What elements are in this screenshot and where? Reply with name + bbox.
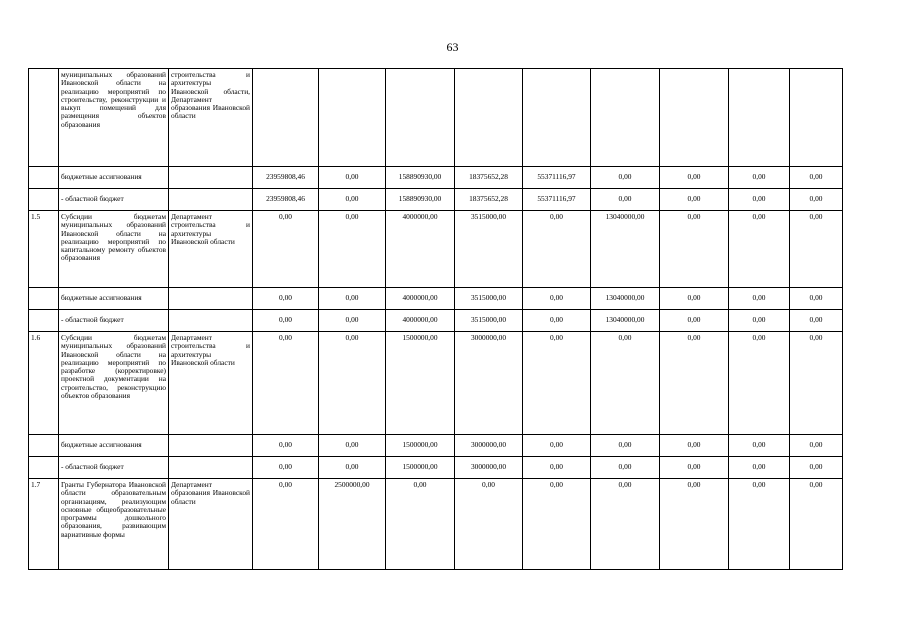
row-value: 0,00: [660, 479, 729, 570]
row-value: 0,00: [790, 189, 843, 211]
row-value: 18375652,28: [455, 189, 523, 211]
table-row: [29, 167, 843, 189]
row-value: 0,00: [790, 435, 843, 457]
row-id: [29, 435, 59, 457]
row-value: [523, 69, 591, 167]
row-executor: [169, 167, 253, 189]
row-value: 3515000,00: [455, 310, 523, 332]
row-id: [29, 310, 59, 332]
row-value: [591, 69, 660, 167]
row-value: 0,00: [319, 167, 386, 189]
row-value: [790, 69, 843, 167]
row-value: 0,00: [729, 167, 790, 189]
row-executor: [169, 457, 253, 479]
table-row: [29, 288, 843, 310]
table-body: [29, 69, 843, 570]
row-value: 0,00: [523, 310, 591, 332]
row-value: 158890930,00: [386, 189, 455, 211]
row-value: 2500000,00: [319, 479, 386, 570]
row-value: 0,00: [319, 211, 386, 288]
row-value: 0,00: [790, 288, 843, 310]
row-value: 0,00: [319, 189, 386, 211]
row-executor: [169, 310, 253, 332]
row-value: 0,00: [523, 457, 591, 479]
row-value: [386, 69, 455, 167]
row-value: 3000000,00: [455, 457, 523, 479]
row-name: - областной бюджет: [59, 189, 169, 211]
row-value: 0,00: [729, 211, 790, 288]
row-id: 1.5: [29, 211, 59, 288]
row-value: 23959808,46: [253, 167, 319, 189]
row-executor: Департамент строительства и архитектуры Ивановской области: [169, 332, 253, 435]
row-id: [29, 69, 59, 167]
row-name: Субсидии бюджетам муниципальных образований Ивановской области на реализацию мероприятий по разработке (корректировке) проектной документации на строительство, реконструкцию объектов образования: [59, 332, 169, 435]
row-value: 1500000,00: [386, 457, 455, 479]
row-value: 18375652,28: [455, 167, 523, 189]
row-value: 0,00: [523, 288, 591, 310]
row-value: 0,00: [523, 435, 591, 457]
row-executor: [169, 288, 253, 310]
row-value: 0,00: [729, 332, 790, 435]
row-executor: строительства и архитектуры Ивановской области, Департамент образования Ивановской области: [169, 69, 253, 167]
row-value: 0,00: [319, 288, 386, 310]
row-value: 55371116,97: [523, 167, 591, 189]
row-value: 13040000,00: [591, 310, 660, 332]
row-executor: Департамент образования Ивановской области: [169, 479, 253, 570]
row-name: бюджетные ассигнования: [59, 435, 169, 457]
table-row: [29, 332, 843, 435]
table-row: [29, 189, 843, 211]
row-value: 0,00: [729, 435, 790, 457]
row-value: 0,00: [660, 310, 729, 332]
row-value: 0,00: [253, 310, 319, 332]
row-value: 0,00: [729, 479, 790, 570]
row-name: муниципальных образований Ивановской области на реализацию мероприятий по строительству, реконструкции и выкуп помещений для размещения объектов образования: [59, 69, 169, 167]
row-value: 55371116,97: [523, 189, 591, 211]
row-value: 0,00: [591, 435, 660, 457]
row-value: 0,00: [523, 211, 591, 288]
row-value: 0,00: [319, 332, 386, 435]
row-value: 0,00: [591, 332, 660, 435]
table-row: [29, 435, 843, 457]
row-value: 4000000,00: [386, 310, 455, 332]
row-value: 0,00: [591, 479, 660, 570]
budget-table: [28, 68, 843, 570]
row-value: 23959808,46: [253, 189, 319, 211]
row-value: 0,00: [591, 457, 660, 479]
table-row: [29, 69, 843, 167]
row-name: Гранты Губернатора Ивановской области образовательным организациям, реализующим основные общеобразовательные программы дошкольного образования, развивающим вариативные формы: [59, 479, 169, 570]
row-executor: [169, 435, 253, 457]
row-value: 0,00: [523, 479, 591, 570]
row-value: 3000000,00: [455, 435, 523, 457]
row-value: 0,00: [729, 310, 790, 332]
row-value: 0,00: [660, 288, 729, 310]
row-executor: [169, 189, 253, 211]
row-value: 0,00: [790, 332, 843, 435]
row-value: 0,00: [386, 479, 455, 570]
row-value: 0,00: [253, 332, 319, 435]
row-value: 0,00: [253, 457, 319, 479]
row-name: - областной бюджет: [59, 457, 169, 479]
row-value: 0,00: [591, 167, 660, 189]
row-value: 0,00: [729, 189, 790, 211]
row-value: 0,00: [253, 288, 319, 310]
row-value: 0,00: [523, 332, 591, 435]
row-value: 0,00: [660, 332, 729, 435]
row-value: [455, 69, 523, 167]
row-id: [29, 457, 59, 479]
table-row: [29, 310, 843, 332]
row-value: 0,00: [660, 211, 729, 288]
row-name: бюджетные ассигнования: [59, 288, 169, 310]
row-value: 1500000,00: [386, 332, 455, 435]
row-value: [729, 69, 790, 167]
row-name: Субсидии бюджетам муниципальных образований Ивановской области на реализацию мероприятий по капитальному ремонту объектов образования: [59, 211, 169, 288]
row-value: 0,00: [729, 457, 790, 479]
row-value: 0,00: [319, 457, 386, 479]
row-value: 3000000,00: [455, 332, 523, 435]
row-value: 0,00: [253, 211, 319, 288]
row-value: 0,00: [319, 435, 386, 457]
row-executor: Департамент строительства и архитектуры Ивановской области: [169, 211, 253, 288]
row-value: 0,00: [319, 310, 386, 332]
row-id: 1.6: [29, 332, 59, 435]
table-row: [29, 479, 843, 570]
table-row: [29, 457, 843, 479]
row-value: 0,00: [790, 310, 843, 332]
row-value: 0,00: [790, 211, 843, 288]
row-name: бюджетные ассигнования: [59, 167, 169, 189]
table-row: [29, 211, 843, 288]
row-value: 0,00: [660, 435, 729, 457]
row-value: 4000000,00: [386, 288, 455, 310]
row-value: 0,00: [660, 189, 729, 211]
row-value: [319, 69, 386, 167]
row-id: 1.7: [29, 479, 59, 570]
row-value: 0,00: [660, 167, 729, 189]
row-value: 0,00: [253, 435, 319, 457]
row-value: 0,00: [660, 457, 729, 479]
row-value: 0,00: [591, 189, 660, 211]
row-value: 13040000,00: [591, 288, 660, 310]
row-value: 3515000,00: [455, 211, 523, 288]
row-id: [29, 189, 59, 211]
row-value: 4000000,00: [386, 211, 455, 288]
row-value: 0,00: [455, 479, 523, 570]
row-value: [253, 69, 319, 167]
row-value: 0,00: [729, 288, 790, 310]
row-value: 13040000,00: [591, 211, 660, 288]
row-value: 3515000,00: [455, 288, 523, 310]
row-id: [29, 288, 59, 310]
row-value: 0,00: [790, 457, 843, 479]
row-value: [660, 69, 729, 167]
row-value: 1500000,00: [386, 435, 455, 457]
row-value: 0,00: [790, 167, 843, 189]
row-name: - областной бюджет: [59, 310, 169, 332]
row-id: [29, 167, 59, 189]
row-value: 0,00: [790, 479, 843, 570]
page-number: 63: [446, 40, 459, 54]
row-value: 0,00: [253, 479, 319, 570]
row-value: 158890930,00: [386, 167, 455, 189]
